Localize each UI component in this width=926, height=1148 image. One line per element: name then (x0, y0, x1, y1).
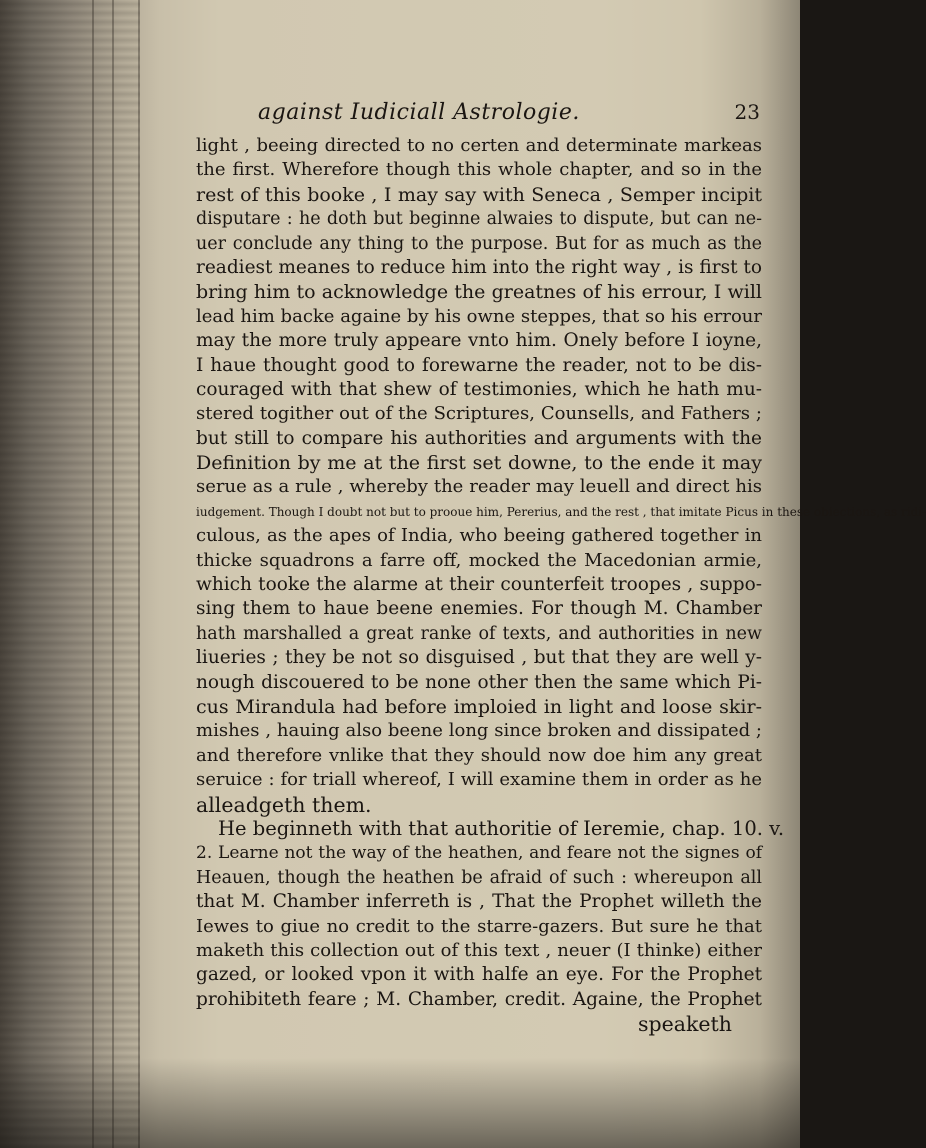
body-text (196, 134, 926, 1012)
text-line: uer conclude any thing to the purpose. But for as much as the (196, 233, 762, 254)
page-stack-edge (0, 0, 140, 1148)
text-line: hath marshalled a great ranke of texts, and authorities in new (196, 623, 762, 644)
text-line: Heauen, though the heathen be afraid of such : whereupon all (196, 867, 762, 888)
text-line: I haue thought good to forewarne the reader, not to be dis- (196, 354, 762, 376)
text-line: thicke squadrons a farre off, mocked the Macedonian armie, (196, 549, 762, 571)
running-title: against Iudiciall Astrologie. (258, 100, 580, 125)
text-line: Definition by me at the first set downe, to the ende it may (196, 452, 762, 475)
text-line: that M. Chamber inferreth is , That the Prophet willeth the (196, 891, 762, 913)
text-line: iudgement. Though I doubt not but to prooue him, Pererius, and the rest , that imitate Picus in these obiections, as ridi- (196, 504, 926, 519)
text-line: mishes , hauing also beene long since broken and dissipated ; (196, 720, 762, 742)
text-line: may the more truly appeare vnto him. Onely before I ioyne, (196, 330, 762, 352)
text-block (196, 100, 926, 1038)
text-line: light , beeing directed to no certen and determinate markeas (196, 135, 762, 156)
text-line: gazed, or looked vpon it with halfe an eye. For the Prophet (196, 964, 762, 986)
text-line: couraged with that shew of testimonies, which he hath mu- (196, 378, 762, 400)
text-line: cus Mirandula had before imploied in light and loose skir- (196, 695, 762, 718)
text-line: which tooke the alarme at their counterfeit troopes , suppo- (196, 574, 762, 596)
text-line: sing them to haue beene enemies. For though M. Chamber (196, 598, 762, 620)
text-line: and therefore vnlike that they should now doe him any great (196, 744, 762, 766)
text-line: He beginneth with that authoritie of Ieremie, chap. 10. v. (218, 816, 785, 840)
text-line: culous, as the apes of India, who beeing gathered together in (196, 525, 762, 547)
gutter-line (138, 0, 140, 1148)
text-line: but still to compare his authorities and arguments with the (196, 427, 762, 449)
text-line: the first. Wherefore though this whole chapter, and so in the (196, 159, 762, 181)
text-line: serue as a rule , whereby the reader may leuell and direct his (196, 476, 762, 498)
text-line: maketh this collection out of this text , neuer (I thinke) either (196, 939, 762, 961)
text-line: Iewes to giue no credit to the starre-gazers. But sure he that (196, 915, 762, 937)
text-line: seruice : for triall whereof, I will examine them in order as he (196, 769, 762, 791)
text-line: bring him to acknowledge the greatnes of his errour, I will (196, 281, 762, 304)
text-line: liueries ; they be not so disguised , but that they are well y- (196, 647, 762, 669)
gutter-line (92, 0, 94, 1148)
catchword-row (196, 1012, 762, 1038)
text-line: rest of this booke , I may say with Seneca , Semper incipit (196, 183, 762, 206)
page-number: 23 (734, 100, 760, 124)
text-line: disputare : he doth but beginne alwaies to dispute, but can ne- (196, 209, 762, 230)
page-header (196, 100, 762, 134)
text-line: alleadgeth them. (196, 792, 372, 817)
catchword: speaketh (638, 1012, 732, 1037)
text-line: stered togither out of the Scriptures, Counsells, and Fathers ; (196, 403, 762, 425)
text-line: 2. Learne not the way of the heathen, and feare not the signes of (196, 843, 762, 864)
page-bottom-shadow (0, 1058, 800, 1148)
text-line: prohibiteth feare ; M. Chamber, credit. Againe, the Prophet (196, 988, 762, 1010)
text-line: readiest meanes to reduce him into the right way , is first to (196, 256, 762, 278)
gutter-line (112, 0, 114, 1148)
text-line: lead him backe againe by his owne steppes, that so his errour (196, 305, 762, 327)
text-line: nough discouered to be none other then the same which Pi- (196, 671, 762, 693)
